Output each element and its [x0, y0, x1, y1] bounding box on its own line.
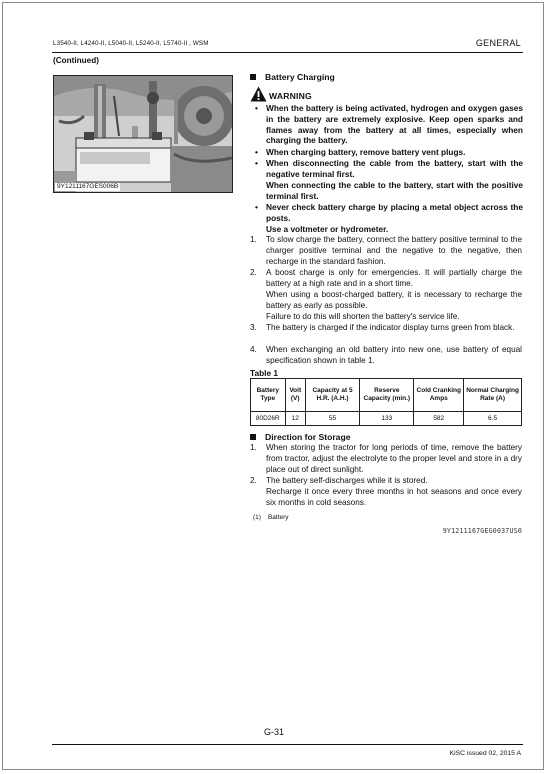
continued-label: (Continued) [53, 56, 99, 65]
battery-charging-heading: Battery Charging [250, 72, 335, 82]
table-cell: 582 [414, 412, 464, 426]
step-item: 3. The battery is charged if the indicator display turns green from black. [250, 323, 515, 332]
reference-code: 9Y1211167GEG0037US0 [442, 527, 522, 535]
warning-bullet-continuation: Use a voltmeter or hydrometer. [266, 224, 389, 234]
table-header-cell: Cold Cranking Amps [414, 379, 464, 412]
square-bullet-icon [250, 74, 256, 80]
step-item-continuation: Recharge it once every three months in hot seasons and once every six months in cold seasons. [266, 487, 522, 507]
table-header-row [251, 379, 522, 412]
figure-code: 9Y1211167GES006B [57, 183, 119, 190]
figure-caption [253, 514, 289, 521]
issue-info: KiSC issued 02, 2015 A [449, 750, 521, 757]
battery-illustration [54, 76, 233, 193]
table-header-cell: Normal Charging Rate (A) [464, 379, 522, 412]
table-header-cell: Capacity at 5 H.R. (A.H.) [305, 379, 359, 412]
model-list: L3540-II, L4240-II, L5040-II, L5240-II, L5740-II , WSM [53, 40, 209, 47]
header-rule [52, 52, 523, 53]
section-name: GENERAL [475, 38, 521, 48]
caption-text: Battery [267, 514, 289, 521]
warning-bullet: • When the battery is being activated, hydrogen and oxygen gases in the battery are extremely explosive. Keep open sparks and flames away from the battery at all times, especially when charging the battery. [255, 103, 523, 146]
step-item: 2. The battery self-discharges while it is stored. [250, 476, 428, 485]
step-item-continuation: Failure to do this will shorten the battery's service life. [266, 312, 460, 321]
warning-bullet-continuation: When connecting the cable to the battery, start with the positive terminal first. [266, 180, 523, 201]
page-number: G-31 [263, 727, 284, 737]
warning-triangle-icon [250, 86, 267, 102]
step-item-continuation: When using a boost-charged battery, it is necessary to recharge the battery as early as possible. [266, 290, 522, 310]
table-header-cell: Volt (V) [285, 379, 305, 412]
battery-spec-table [250, 378, 522, 426]
warning-bullet: • When charging battery, remove battery vent plugs. [255, 147, 466, 157]
caption-number: (1) [253, 514, 261, 521]
storage-heading: Direction for Storage [250, 432, 350, 442]
step-item: 4. When exchanging an old battery into new one, use battery of equal specification shown in table 1. [250, 345, 522, 365]
table-title: Table 1 [250, 368, 278, 378]
step-item: 1. When storing the tractor for long periods of time, remove the battery from tractor, adjust the electrolyte to the proper level and store in a dry place out of direct sunlight. [250, 443, 522, 474]
table-cell: 55 [305, 412, 359, 426]
battery-photo [53, 75, 233, 193]
table-header-cell: Reserve Capacity (min.) [360, 379, 414, 412]
table-row [251, 412, 522, 426]
table-cell: 6.5 [464, 412, 522, 426]
warning-label: WARNING [269, 91, 312, 101]
footer-rule [52, 744, 523, 745]
step-item: 2. A boost charge is only for emergencies. It will partially charge the battery at a high rate and in a short time. [250, 268, 522, 288]
table-cell: 133 [360, 412, 414, 426]
step-item: 1. To slow charge the battery, connect the battery positive terminal to the charger positive terminal and the negative to the negative, then recharge in the standard fashion. [250, 235, 522, 266]
warning-bullet: • When disconnecting the cable from the battery, start with the negative terminal first. [255, 158, 523, 179]
warning-bullet: • Never check battery charge by placing a metal object across the posts. [255, 202, 523, 223]
square-bullet-icon [250, 434, 256, 440]
table-cell: 80D26R [251, 412, 286, 426]
table-header-cell: Battery Type [251, 379, 286, 412]
table-cell: 12 [285, 412, 305, 426]
